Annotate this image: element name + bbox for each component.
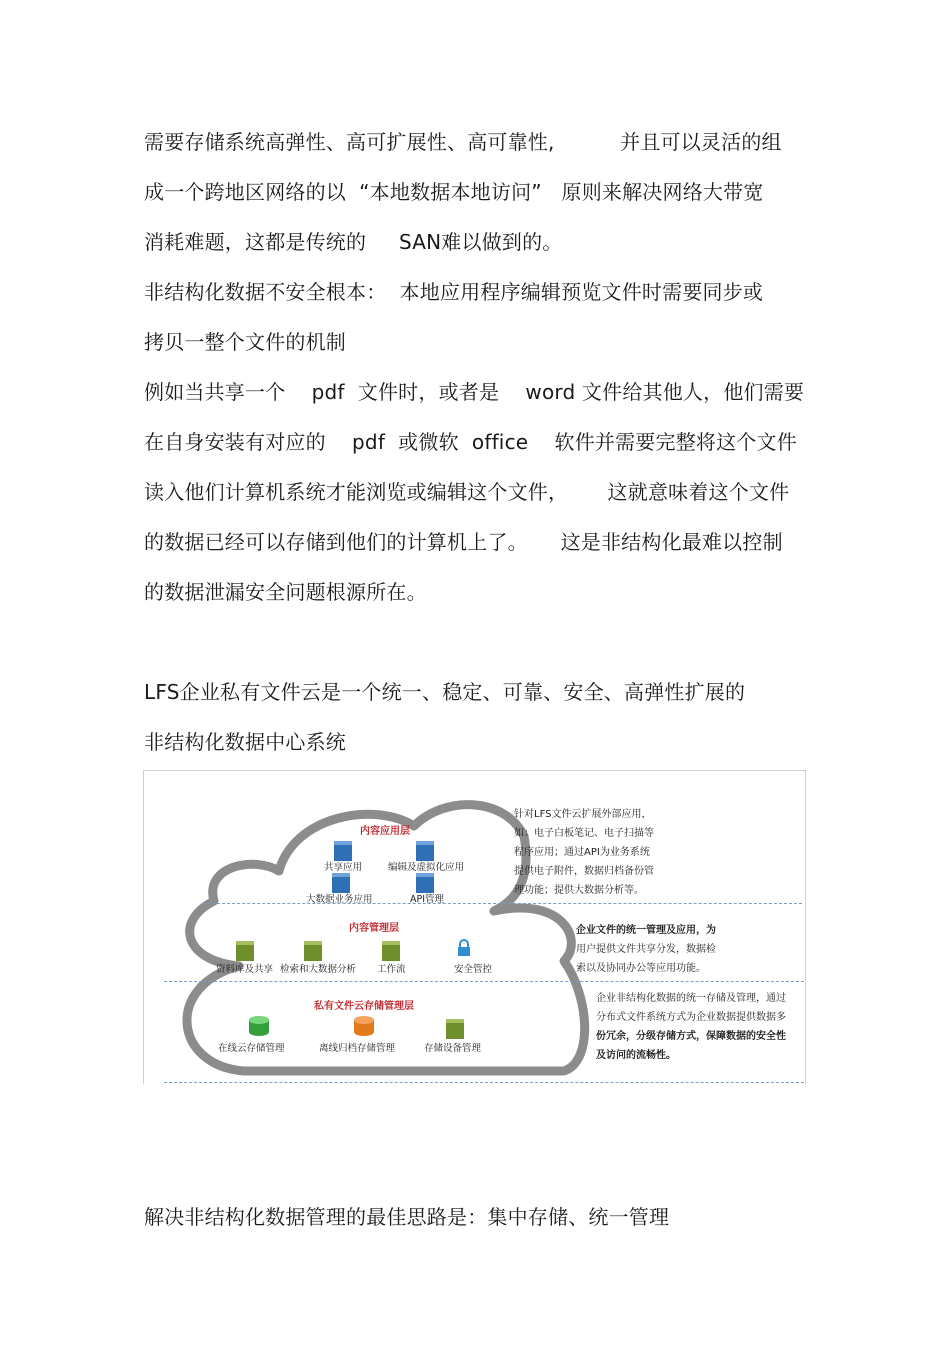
app-item-api: API管理 bbox=[410, 894, 445, 905]
layer-app-title: 内容应用层 bbox=[360, 826, 410, 837]
mgmt-item-repo: 资料库及共享 bbox=[216, 964, 274, 975]
layer-storage-title: 私有文件云存储管理层 bbox=[314, 1001, 414, 1012]
note-storage-line: 分布式文件系统方式为企业数据提供数据多 bbox=[596, 1012, 786, 1023]
note-storage-line: 及访问的流畅性。 bbox=[596, 1050, 676, 1061]
paragraph-1-line-1: 需要存储系统高弹性、高可扩展性、高可靠性, 并且可以灵活的组 bbox=[144, 130, 782, 154]
cube-icon bbox=[332, 873, 350, 893]
paragraph-4-line-2: 非结构化数据中心系统 bbox=[144, 730, 346, 754]
paragraph-2-line-2: 拷贝一整个文件的机制 bbox=[144, 330, 346, 354]
divider-2 bbox=[164, 981, 804, 982]
note-app-line: 理功能；提供大数据分析等。 bbox=[514, 885, 644, 896]
paragraph-3-line-1: 例如当共享一个 pdf 文件时，或者是 word 文件给其他人，他们需要 bbox=[144, 380, 805, 404]
divider-3 bbox=[164, 1082, 804, 1083]
note-mgmt-line: 索以及协同办公等应用功能。 bbox=[576, 963, 706, 974]
paragraph-3-line-4: 的数据已经可以存储到他们的计算机上了。 这是非结构化最难以控制 bbox=[144, 530, 783, 554]
note-storage bbox=[596, 989, 786, 1065]
note-app bbox=[514, 805, 654, 900]
cube-icon bbox=[416, 873, 434, 893]
app-item-bigdata: 大数据业务应用 bbox=[306, 894, 373, 905]
cube-icon bbox=[446, 1019, 464, 1039]
paragraph-5-line-1: 解决非结构化数据管理的最佳思路是：集中存储、统一管理 bbox=[144, 1205, 670, 1229]
paragraph-3-line-5: 的数据泄漏安全问题根源所在。 bbox=[144, 580, 427, 604]
note-mgmt-line: 企业文件的统一管理及应用，为 bbox=[576, 925, 716, 936]
mgmt-item-workflow: 工作流 bbox=[377, 964, 406, 975]
storage-item-offline: 离线归档存储管理 bbox=[319, 1043, 396, 1054]
note-mgmt-line: 用户提供文件共享分发，数据检 bbox=[576, 944, 716, 955]
paragraph-4-line-1: LFS企业私有文件云是一个统一、稳定、可靠、安全、高弹性扩展的 bbox=[144, 680, 746, 704]
storage-item-device: 存储设备管理 bbox=[424, 1043, 482, 1054]
cube-icon bbox=[416, 841, 434, 861]
app-item-edit: 编辑及虚拟化应用 bbox=[388, 862, 465, 873]
lock-icon bbox=[456, 939, 472, 953]
divider-1 bbox=[202, 903, 802, 904]
note-app-line: 程序应用；通过API为业务系统 bbox=[514, 847, 650, 858]
mgmt-item-search: 检索和大数据分析 bbox=[280, 964, 357, 975]
note-storage-line: 企业非结构化数据的统一存储及管理，通过 bbox=[596, 993, 786, 1004]
paragraph-1-line-3: 消耗难题，这都是传统的 SAN难以做到的。 bbox=[144, 230, 563, 254]
paragraph-3-line-2: 在自身安装有对应的 pdf 或微软 office 软件并需要完整将这个文件 bbox=[144, 430, 797, 454]
paragraph-2-line-1: 非结构化数据不安全根本： 本地应用程序编辑预览文件时需要同步或 bbox=[144, 280, 764, 304]
note-storage-line: 份冗余，分级存储方式，保障数据的安全性 bbox=[596, 1031, 786, 1042]
paragraph-1-line-2: 成一个跨地区网络的以 “本地数据本地访问” 原则来解决网络大带宽 bbox=[144, 180, 764, 204]
app-item-share: 共享应用 bbox=[324, 862, 363, 873]
cube-icon bbox=[382, 941, 400, 961]
architecture-diagram bbox=[143, 770, 806, 1084]
paragraph-3-line-3: 读入他们计算机系统才能浏览或编辑这个文件， 这就意味着这个文件 bbox=[144, 480, 790, 504]
note-app-line: 如：电子白板笔记、电子扫描等 bbox=[514, 828, 654, 839]
cube-icon bbox=[236, 941, 254, 961]
cube-icon bbox=[304, 941, 322, 961]
note-app-line: 针对LFS文件云扩展外部应用， bbox=[514, 809, 652, 820]
cube-icon bbox=[334, 841, 352, 861]
storage-item-online: 在线云存储管理 bbox=[218, 1043, 285, 1054]
mgmt-item-security: 安全管控 bbox=[454, 964, 493, 975]
note-app-line: 提供电子附件，数据归档备份管 bbox=[514, 866, 654, 877]
note-mgmt bbox=[576, 921, 716, 978]
layer-mgmt-title: 内容管理层 bbox=[349, 923, 399, 934]
